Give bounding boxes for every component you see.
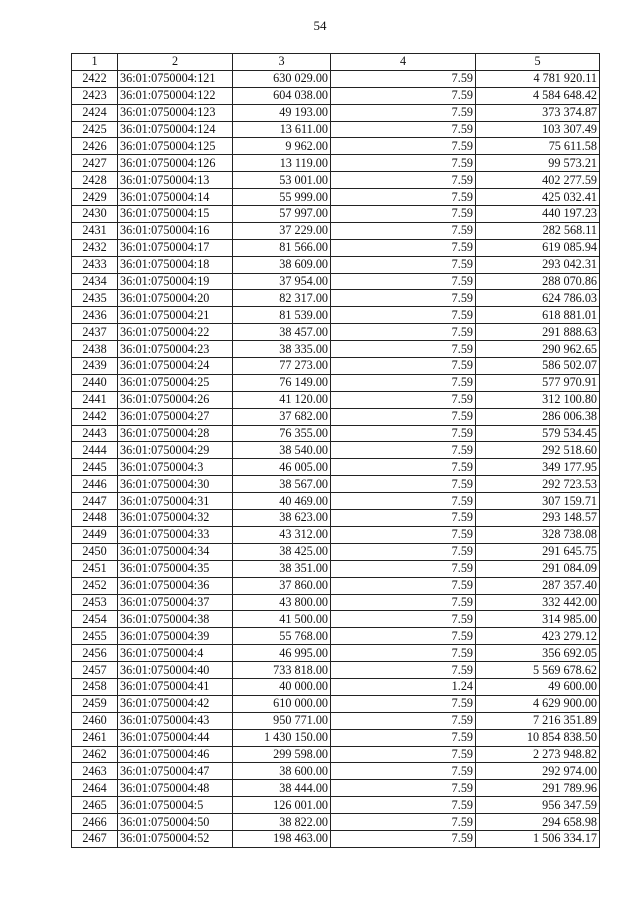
cadastral-number-cell: 36:01:0750004:47 <box>118 763 233 780</box>
rate-cell: 7.59 <box>331 729 476 746</box>
table-row <box>72 155 600 172</box>
row-number-cell: 2423 <box>72 87 118 104</box>
table-row <box>72 307 600 324</box>
area-cell: 604 038.00 <box>233 87 331 104</box>
value-cell: 307 159.71 <box>476 493 600 510</box>
area-cell: 38 444.00 <box>233 780 331 797</box>
cadastral-number-cell: 36:01:0750004:24 <box>118 358 233 375</box>
cadastral-number-cell: 36:01:0750004:15 <box>118 206 233 223</box>
value-cell: 4 781 920.11 <box>476 70 600 87</box>
value-cell: 10 854 838.50 <box>476 729 600 746</box>
value-cell: 4 629 900.00 <box>476 695 600 712</box>
cadastral-number-cell: 36:01:0750004:125 <box>118 138 233 155</box>
cadastral-number-cell: 36:01:0750004:4 <box>118 645 233 662</box>
value-cell: 291 084.09 <box>476 560 600 577</box>
row-number-cell: 2461 <box>72 729 118 746</box>
table-body <box>72 70 600 847</box>
value-cell: 7 216 351.89 <box>476 712 600 729</box>
rate-cell: 7.59 <box>331 391 476 408</box>
row-number-cell: 2428 <box>72 172 118 189</box>
rate-cell: 7.59 <box>331 543 476 560</box>
value-cell: 312 100.80 <box>476 391 600 408</box>
table-row <box>72 70 600 87</box>
value-cell: 332 442.00 <box>476 594 600 611</box>
row-number-cell: 2453 <box>72 594 118 611</box>
value-cell: 373 374.87 <box>476 104 600 121</box>
cadastral-number-cell: 36:01:0750004:41 <box>118 678 233 695</box>
cadastral-number-cell: 36:01:0750004:26 <box>118 391 233 408</box>
row-number-cell: 2451 <box>72 560 118 577</box>
column-header: 1 <box>72 54 118 71</box>
row-number-cell: 2422 <box>72 70 118 87</box>
table-row <box>72 594 600 611</box>
value-cell: 349 177.95 <box>476 459 600 476</box>
rate-cell: 7.59 <box>331 121 476 138</box>
table-row <box>72 797 600 814</box>
row-number-cell: 2439 <box>72 358 118 375</box>
area-cell: 38 822.00 <box>233 814 331 831</box>
area-cell: 38 457.00 <box>233 324 331 341</box>
area-cell: 37 860.00 <box>233 577 331 594</box>
area-cell: 13 611.00 <box>233 121 331 138</box>
rate-cell: 7.59 <box>331 70 476 87</box>
rate-cell: 7.59 <box>331 239 476 256</box>
value-cell: 2 273 948.82 <box>476 746 600 763</box>
area-cell: 37 229.00 <box>233 222 331 239</box>
value-cell: 291 888.63 <box>476 324 600 341</box>
cadastral-number-cell: 36:01:0750004:19 <box>118 273 233 290</box>
cadastral-number-cell: 36:01:0750004:121 <box>118 70 233 87</box>
value-cell: 293 148.57 <box>476 510 600 527</box>
area-cell: 733 818.00 <box>233 662 331 679</box>
cadastral-number-cell: 36:01:0750004:20 <box>118 290 233 307</box>
row-number-cell: 2426 <box>72 138 118 155</box>
table-row <box>72 273 600 290</box>
value-cell: 290 962.65 <box>476 341 600 358</box>
cadastral-number-cell: 36:01:0750004:44 <box>118 729 233 746</box>
value-cell: 619 085.94 <box>476 239 600 256</box>
table-row <box>72 814 600 831</box>
table-row <box>72 391 600 408</box>
column-header: 4 <box>331 54 476 71</box>
table-row <box>72 256 600 273</box>
area-cell: 46 005.00 <box>233 459 331 476</box>
area-cell: 55 768.00 <box>233 628 331 645</box>
cadastral-number-cell: 36:01:0750004:3 <box>118 459 233 476</box>
rate-cell: 7.59 <box>331 172 476 189</box>
table-row <box>72 239 600 256</box>
area-cell: 41 120.00 <box>233 391 331 408</box>
table-row <box>72 645 600 662</box>
cadastral-number-cell: 36:01:0750004:28 <box>118 425 233 442</box>
table-row <box>72 611 600 628</box>
rate-cell: 7.59 <box>331 374 476 391</box>
cadastral-number-cell: 36:01:0750004:14 <box>118 189 233 206</box>
row-number-cell: 2446 <box>72 476 118 493</box>
table-row <box>72 341 600 358</box>
row-number-cell: 2454 <box>72 611 118 628</box>
table-row <box>72 577 600 594</box>
rate-cell: 7.59 <box>331 104 476 121</box>
cadastral-number-cell: 36:01:0750004:13 <box>118 172 233 189</box>
area-cell: 38 540.00 <box>233 442 331 459</box>
cadastral-number-cell: 36:01:0750004:22 <box>118 324 233 341</box>
rate-cell: 7.59 <box>331 814 476 831</box>
value-cell: 423 279.12 <box>476 628 600 645</box>
cadastral-number-cell: 36:01:0750004:17 <box>118 239 233 256</box>
area-cell: 610 000.00 <box>233 695 331 712</box>
area-cell: 43 312.00 <box>233 526 331 543</box>
rate-cell: 7.59 <box>331 408 476 425</box>
area-cell: 43 800.00 <box>233 594 331 611</box>
table-row <box>72 358 600 375</box>
table-row <box>72 104 600 121</box>
row-number-cell: 2464 <box>72 780 118 797</box>
value-cell: 440 197.23 <box>476 206 600 223</box>
value-cell: 103 307.49 <box>476 121 600 138</box>
cadastral-number-cell: 36:01:0750004:5 <box>118 797 233 814</box>
row-number-cell: 2449 <box>72 526 118 543</box>
row-number-cell: 2466 <box>72 814 118 831</box>
table-row <box>72 780 600 797</box>
area-cell: 41 500.00 <box>233 611 331 628</box>
area-cell: 38 623.00 <box>233 510 331 527</box>
rate-cell: 7.59 <box>331 476 476 493</box>
cadastral-number-cell: 36:01:0750004:42 <box>118 695 233 712</box>
area-cell: 38 567.00 <box>233 476 331 493</box>
area-cell: 46 995.00 <box>233 645 331 662</box>
value-cell: 49 600.00 <box>476 678 600 695</box>
row-number-cell: 2455 <box>72 628 118 645</box>
rate-cell: 7.59 <box>331 695 476 712</box>
rate-cell: 7.59 <box>331 425 476 442</box>
row-number-cell: 2430 <box>72 206 118 223</box>
row-number-cell: 2438 <box>72 341 118 358</box>
table-row <box>72 830 600 847</box>
row-number-cell: 2424 <box>72 104 118 121</box>
rate-cell: 7.59 <box>331 256 476 273</box>
area-cell: 76 355.00 <box>233 425 331 442</box>
row-number-cell: 2427 <box>72 155 118 172</box>
cadastral-number-cell: 36:01:0750004:16 <box>118 222 233 239</box>
cadastral-number-cell: 36:01:0750004:34 <box>118 543 233 560</box>
value-cell: 291 789.96 <box>476 780 600 797</box>
cadastral-number-cell: 36:01:0750004:43 <box>118 712 233 729</box>
rate-cell: 7.59 <box>331 510 476 527</box>
row-number-cell: 2444 <box>72 442 118 459</box>
value-cell: 282 568.11 <box>476 222 600 239</box>
table-row <box>72 510 600 527</box>
table-row <box>72 408 600 425</box>
cadastral-number-cell: 36:01:0750004:124 <box>118 121 233 138</box>
data-table <box>71 53 600 848</box>
rate-cell: 7.59 <box>331 763 476 780</box>
rate-cell: 7.59 <box>331 628 476 645</box>
table-row <box>72 662 600 679</box>
row-number-cell: 2429 <box>72 189 118 206</box>
area-cell: 38 425.00 <box>233 543 331 560</box>
rate-cell: 7.59 <box>331 560 476 577</box>
value-cell: 618 881.01 <box>476 307 600 324</box>
table-row <box>72 763 600 780</box>
cadastral-number-cell: 36:01:0750004:48 <box>118 780 233 797</box>
table-row <box>72 560 600 577</box>
cadastral-number-cell: 36:01:0750004:18 <box>118 256 233 273</box>
rate-cell: 7.59 <box>331 526 476 543</box>
cadastral-number-cell: 36:01:0750004:122 <box>118 87 233 104</box>
value-cell: 579 534.45 <box>476 425 600 442</box>
row-number-cell: 2456 <box>72 645 118 662</box>
area-cell: 40 469.00 <box>233 493 331 510</box>
table-row <box>72 476 600 493</box>
row-number-cell: 2440 <box>72 374 118 391</box>
column-header: 2 <box>118 54 233 71</box>
row-number-cell: 2462 <box>72 746 118 763</box>
area-cell: 950 771.00 <box>233 712 331 729</box>
area-cell: 76 149.00 <box>233 374 331 391</box>
area-cell: 37 682.00 <box>233 408 331 425</box>
rate-cell: 7.59 <box>331 662 476 679</box>
cadastral-number-cell: 36:01:0750004:33 <box>118 526 233 543</box>
value-cell: 291 645.75 <box>476 543 600 560</box>
rate-cell: 7.59 <box>331 87 476 104</box>
value-cell: 292 974.00 <box>476 763 600 780</box>
value-cell: 314 985.00 <box>476 611 600 628</box>
cadastral-number-cell: 36:01:0750004:40 <box>118 662 233 679</box>
table-row <box>72 290 600 307</box>
area-cell: 57 997.00 <box>233 206 331 223</box>
row-number-cell: 2447 <box>72 493 118 510</box>
cadastral-number-cell: 36:01:0750004:50 <box>118 814 233 831</box>
value-cell: 294 658.98 <box>476 814 600 831</box>
area-cell: 38 609.00 <box>233 256 331 273</box>
cadastral-number-cell: 36:01:0750004:25 <box>118 374 233 391</box>
rate-cell: 7.59 <box>331 341 476 358</box>
header-row <box>72 54 600 71</box>
value-cell: 1 506 334.17 <box>476 830 600 847</box>
area-cell: 38 335.00 <box>233 341 331 358</box>
table-row <box>72 712 600 729</box>
table-row <box>72 87 600 104</box>
value-cell: 287 357.40 <box>476 577 600 594</box>
row-number-cell: 2460 <box>72 712 118 729</box>
table-row <box>72 459 600 476</box>
rate-cell: 7.59 <box>331 138 476 155</box>
cadastral-number-cell: 36:01:0750004:27 <box>118 408 233 425</box>
value-cell: 75 611.58 <box>476 138 600 155</box>
row-number-cell: 2465 <box>72 797 118 814</box>
rate-cell: 7.59 <box>331 459 476 476</box>
page-number: 54 <box>313 18 327 33</box>
rate-cell: 7.59 <box>331 155 476 172</box>
area-cell: 37 954.00 <box>233 273 331 290</box>
area-cell: 77 273.00 <box>233 358 331 375</box>
column-header: 5 <box>476 54 600 71</box>
rate-cell: 7.59 <box>331 222 476 239</box>
row-number-cell: 2432 <box>72 239 118 256</box>
rate-cell: 7.59 <box>331 493 476 510</box>
table-row <box>72 172 600 189</box>
cadastral-number-cell: 36:01:0750004:36 <box>118 577 233 594</box>
row-number-cell: 2431 <box>72 222 118 239</box>
row-number-cell: 2450 <box>72 543 118 560</box>
cadastral-number-cell: 36:01:0750004:23 <box>118 341 233 358</box>
row-number-cell: 2442 <box>72 408 118 425</box>
cadastral-number-cell: 36:01:0750004:123 <box>118 104 233 121</box>
cadastral-number-cell: 36:01:0750004:29 <box>118 442 233 459</box>
row-number-cell: 2463 <box>72 763 118 780</box>
area-cell: 81 539.00 <box>233 307 331 324</box>
cadastral-number-cell: 36:01:0750004:46 <box>118 746 233 763</box>
value-cell: 586 502.07 <box>476 358 600 375</box>
rate-cell: 7.59 <box>331 206 476 223</box>
rate-cell: 7.59 <box>331 577 476 594</box>
area-cell: 38 351.00 <box>233 560 331 577</box>
area-cell: 630 029.00 <box>233 70 331 87</box>
area-cell: 49 193.00 <box>233 104 331 121</box>
cadastral-number-cell: 36:01:0750004:35 <box>118 560 233 577</box>
row-number-cell: 2425 <box>72 121 118 138</box>
table-row <box>72 374 600 391</box>
rate-cell: 7.59 <box>331 189 476 206</box>
area-cell: 55 999.00 <box>233 189 331 206</box>
value-cell: 402 277.59 <box>476 172 600 189</box>
cadastral-number-cell: 36:01:0750004:126 <box>118 155 233 172</box>
row-number-cell: 2445 <box>72 459 118 476</box>
row-number-cell: 2458 <box>72 678 118 695</box>
rate-cell: 7.59 <box>331 307 476 324</box>
value-cell: 956 347.59 <box>476 797 600 814</box>
table-row <box>72 425 600 442</box>
table-row <box>72 493 600 510</box>
cadastral-number-cell: 36:01:0750004:31 <box>118 493 233 510</box>
table-row <box>72 324 600 341</box>
rate-cell: 7.59 <box>331 358 476 375</box>
rate-cell: 7.59 <box>331 442 476 459</box>
value-cell: 328 738.08 <box>476 526 600 543</box>
table-row <box>72 628 600 645</box>
rate-cell: 7.59 <box>331 830 476 847</box>
area-cell: 9 962.00 <box>233 138 331 155</box>
value-cell: 288 070.86 <box>476 273 600 290</box>
value-cell: 292 723.53 <box>476 476 600 493</box>
table-row <box>72 189 600 206</box>
rate-cell: 7.59 <box>331 273 476 290</box>
value-cell: 356 692.05 <box>476 645 600 662</box>
value-cell: 4 584 648.42 <box>476 87 600 104</box>
row-number-cell: 2452 <box>72 577 118 594</box>
cadastral-number-cell: 36:01:0750004:32 <box>118 510 233 527</box>
value-cell: 286 006.38 <box>476 408 600 425</box>
row-number-cell: 2448 <box>72 510 118 527</box>
cadastral-number-cell: 36:01:0750004:39 <box>118 628 233 645</box>
area-cell: 40 000.00 <box>233 678 331 695</box>
value-cell: 5 569 678.62 <box>476 662 600 679</box>
area-cell: 38 600.00 <box>233 763 331 780</box>
table-row <box>72 746 600 763</box>
area-cell: 81 566.00 <box>233 239 331 256</box>
value-cell: 425 032.41 <box>476 189 600 206</box>
area-cell: 13 119.00 <box>233 155 331 172</box>
row-number-cell: 2441 <box>72 391 118 408</box>
area-cell: 299 598.00 <box>233 746 331 763</box>
cadastral-number-cell: 36:01:0750004:38 <box>118 611 233 628</box>
rate-cell: 7.59 <box>331 594 476 611</box>
row-number-cell: 2434 <box>72 273 118 290</box>
value-cell: 577 970.91 <box>476 374 600 391</box>
row-number-cell: 2467 <box>72 830 118 847</box>
row-number-cell: 2436 <box>72 307 118 324</box>
value-cell: 293 042.31 <box>476 256 600 273</box>
column-header: 3 <box>233 54 331 71</box>
row-number-cell: 2437 <box>72 324 118 341</box>
row-number-cell: 2435 <box>72 290 118 307</box>
rate-cell: 7.59 <box>331 645 476 662</box>
cadastral-number-cell: 36:01:0750004:37 <box>118 594 233 611</box>
table-row <box>72 543 600 560</box>
table-row <box>72 695 600 712</box>
area-cell: 53 001.00 <box>233 172 331 189</box>
table-row <box>72 442 600 459</box>
value-cell: 99 573.21 <box>476 155 600 172</box>
cadastral-number-cell: 36:01:0750004:30 <box>118 476 233 493</box>
table-row <box>72 678 600 695</box>
cadastral-number-cell: 36:01:0750004:21 <box>118 307 233 324</box>
table-row <box>72 729 600 746</box>
rate-cell: 1.24 <box>331 678 476 695</box>
value-cell: 292 518.60 <box>476 442 600 459</box>
area-cell: 198 463.00 <box>233 830 331 847</box>
row-number-cell: 2457 <box>72 662 118 679</box>
cadastral-number-cell: 36:01:0750004:52 <box>118 830 233 847</box>
rate-cell: 7.59 <box>331 797 476 814</box>
rate-cell: 7.59 <box>331 324 476 341</box>
row-number-cell: 2443 <box>72 425 118 442</box>
rate-cell: 7.59 <box>331 611 476 628</box>
table-row <box>72 138 600 155</box>
area-cell: 126 001.00 <box>233 797 331 814</box>
table-row <box>72 121 600 138</box>
table-row <box>72 526 600 543</box>
value-cell: 624 786.03 <box>476 290 600 307</box>
table-row <box>72 206 600 223</box>
area-cell: 1 430 150.00 <box>233 729 331 746</box>
rate-cell: 7.59 <box>331 712 476 729</box>
area-cell: 82 317.00 <box>233 290 331 307</box>
row-number-cell: 2459 <box>72 695 118 712</box>
rate-cell: 7.59 <box>331 290 476 307</box>
table-row <box>72 222 600 239</box>
row-number-cell: 2433 <box>72 256 118 273</box>
rate-cell: 7.59 <box>331 746 476 763</box>
rate-cell: 7.59 <box>331 780 476 797</box>
